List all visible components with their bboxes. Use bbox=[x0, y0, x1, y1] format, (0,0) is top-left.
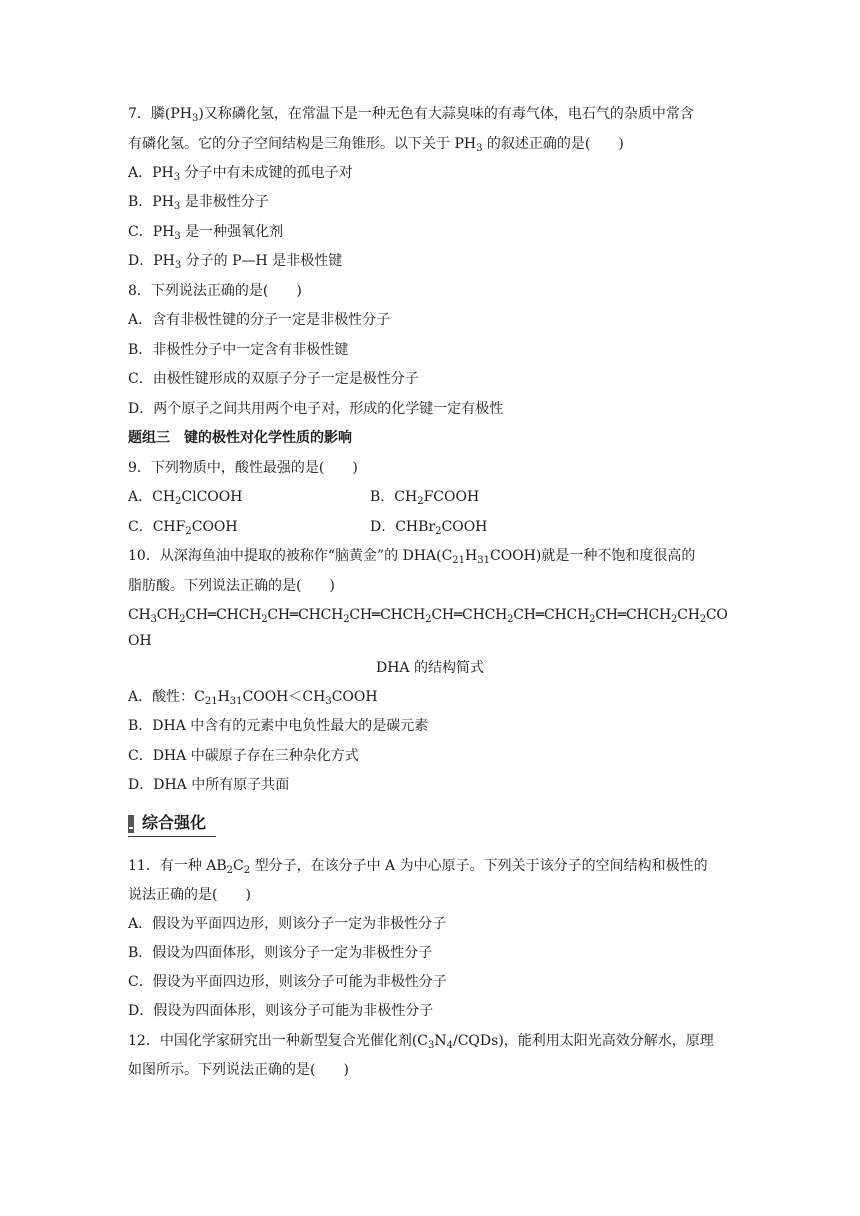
q10-option-c: C．DHA 中碳原子存在三种杂化方式 bbox=[128, 748, 359, 764]
q10-formula-line2: OH bbox=[128, 633, 152, 649]
q8-option-c: C．由极性键形成的双原子分子一定是极性分子 bbox=[128, 371, 419, 387]
q11-stem-line1: 11．有一种 $AB_2C_2$ 型分子，在该分子中 A 为中心原子。下列关于该分子的空间结构和极性的 bbox=[128, 858, 708, 876]
q7-option-a: A．$PH_3$ 分子中有未成键的孤电子对 bbox=[128, 165, 353, 183]
q7-stem-line1: 7．膦$(PH_3)$又称磷化氢，在常温下是一种无色有大蒜臭味的有毒气体，电石气的杂质中常含 bbox=[128, 106, 694, 124]
q8-option-d: D．两个原子之间共用两个电子对，形成的化学键一定有极性 bbox=[128, 401, 504, 417]
q11-option-d: D．假设为四面体形，则该分子可能为非极性分子 bbox=[128, 1003, 434, 1019]
q9-option-b: B．$CH_2FCOOH$ bbox=[370, 489, 480, 507]
q12-stem-line1: 12．中国化学家研究出一种新型复合光催化剂$(C_3N_4/CQDs)$，能利用太阳光高效分解水，原理 bbox=[128, 1033, 714, 1051]
q11-option-c: C．假设为平面四边形，则该分子可能为非极性分子 bbox=[128, 974, 447, 990]
q7-option-c: C．$PH_3$ 是一种强氧化剂 bbox=[128, 224, 284, 242]
q8-stem: 8．下列说法正确的是( ) bbox=[128, 283, 302, 299]
q7-option-d: D．$PH_3$ 分子的 P—H 是非极性键 bbox=[128, 253, 343, 271]
q9-option-a: A．$CH_2ClCOOH$ bbox=[128, 489, 243, 507]
q8-option-a: A．含有非极性键的分子一定是非极性分子 bbox=[128, 312, 391, 328]
q12-stem-line2: 如图所示。下列说法正确的是( ) bbox=[128, 1062, 349, 1078]
q10-formula-caption: DHA 的结构简式 bbox=[376, 660, 484, 676]
q11-option-a: A．假设为平面四边形，则该分子一定为非极性分子 bbox=[128, 916, 447, 932]
q7-stem-line2: 有磷化氢。它的分子空间结构是三角锥形。以下关于 $PH_3$ 的叙述正确的是( ) bbox=[128, 136, 624, 154]
q9-stem: 9．下列物质中，酸性最强的是( ) bbox=[128, 460, 358, 476]
group3-heading: 题组三 键的极性对化学性质的影响 bbox=[128, 430, 352, 446]
q11-option-b: B．假设为四面体形，则该分子一定为非极性分子 bbox=[128, 945, 433, 961]
q11-stem-line2: 说法正确的是( ) bbox=[128, 887, 251, 903]
q9-option-d: D．CHBr$_2$COOH bbox=[370, 519, 488, 537]
q10-stem-line1: 10．从深海鱼油中提取的被称作“脑黄金”的 $DHA(C_{21}H_{31}COOH)$就是一种不饱和度很高的 bbox=[128, 548, 696, 566]
q10-option-d: D．DHA 中所有原子共面 bbox=[128, 777, 290, 793]
q8-option-b: B．非极性分子中一定含有非极性键 bbox=[128, 342, 349, 358]
section-marker-icon bbox=[128, 815, 134, 833]
q10-option-a: A．酸性：$C_{21}H_{31}COOH<CH_3COOH$ bbox=[128, 689, 378, 707]
q10-stem-line2: 脂肪酸。下列说法正确的是( ) bbox=[128, 578, 335, 594]
q10-formula-line1: $CH_3CH_2CH═CHCH_2CH═CHCH_2CH═CHCH_2CH═CHCH_2CH═CHCH_2CH═CHCH_2CH_2CO$ bbox=[128, 607, 728, 625]
q9-option-c: C．$CHF_2COOH$ bbox=[128, 519, 238, 537]
section-underline bbox=[128, 836, 216, 837]
q10-option-b: B．DHA 中含有的元素中电负性最大的是碳元素 bbox=[128, 718, 429, 734]
q7-option-b: B．$PH_3$ 是非极性分子 bbox=[128, 194, 269, 212]
section-title: 综合强化 bbox=[142, 813, 207, 832]
